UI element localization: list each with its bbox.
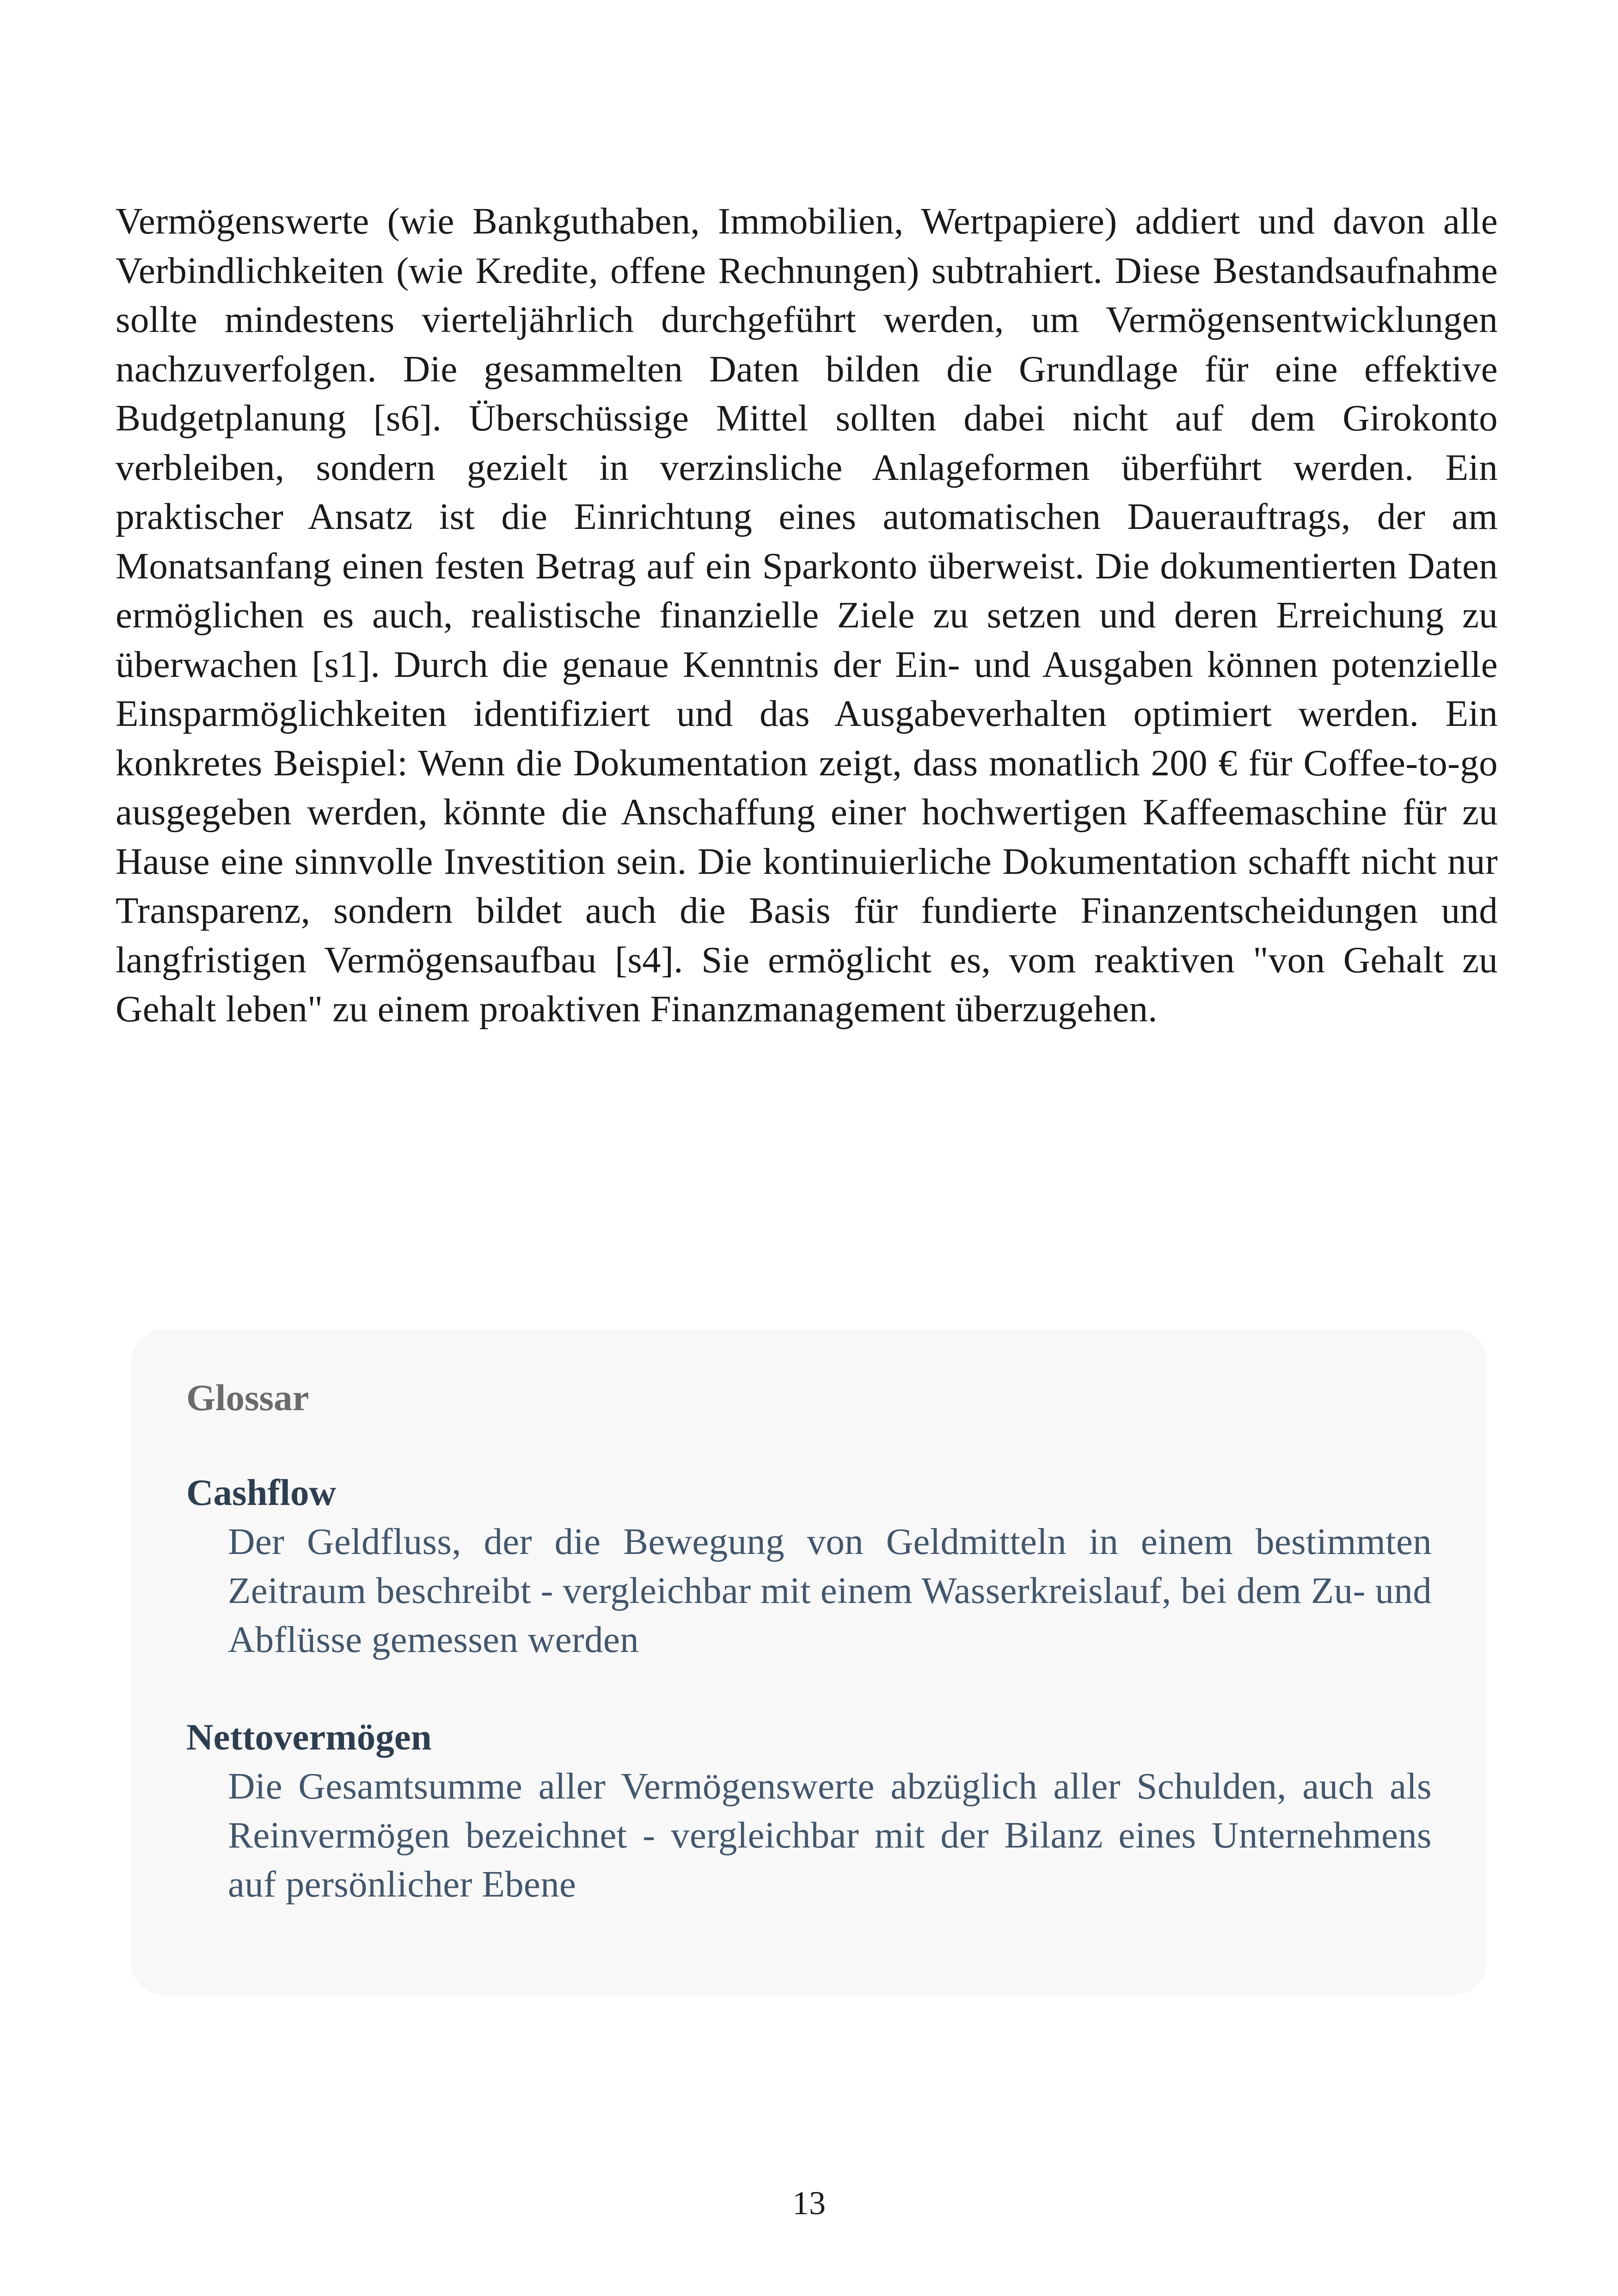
glossary-entry-cashflow	[186, 1468, 1432, 1664]
page-number: 13	[792, 2185, 826, 2222]
glossary-definition: Die Gesamtsumme aller Vermögenswerte abzüglich aller Schulden, auch als Reinvermögen bezeichnet - vergleichbar mit der Bilanz eines Unternehmens auf persönlicher Ebene	[228, 1765, 1432, 1905]
glossary-term: Nettovermögen	[186, 1716, 432, 1758]
glossary-box	[131, 1329, 1487, 1995]
body-paragraph: Vermögenswerte (wie Bankguthaben, Immobilien, Wertpapiere) addiert und davon alle Verbindlichkeiten (wie Kredite, offene Rechnungen) subtrahiert. Diese Bestandsaufnahme sollte mindestens vierteljährlich durchgeführt werden, um Vermögensentwicklungen nachzuverfolgen. Die gesammelten Daten bilden die Grundlage für eine effektive Budgetplanung [s6]. Überschüssige Mittel sollten dabei nicht auf dem Girokonto verbleiben, sondern gezielt in verzinsliche Anlageformen überführt werden. Ein praktischer Ansatz ist die Einrichtung eines automatischen Dauerauftrags, der am Monatsanfang einen festen Betrag auf ein Sparkonto überweist. Die dokumentierten Daten ermöglichen es auch, realistische finanzielle Ziele zu setzen und deren Erreichung zu überwachen [s1]. Durch die genaue Kenntnis der Ein- und Ausgaben können potenzielle Einsparmöglichkeiten identifiziert und das Ausgabeverhalten optimiert werden. Ein konkretes Beispiel: Wenn die Dokumentation zeigt, dass monatlich 200 € für Coffee-to-go ausgegeben werden, könnte die Anschaffung einer hochwertigen Kaffeemaschine für zu Hause eine sinnvolle Investition sein. Die kontinuierliche Dokumentation schafft nicht nur Transparenz, sondern bildet auch die Basis für fundierte Finanzentscheidungen und langfristigen Vermögensaufbau [s4]. Sie ermöglicht es, vom reaktiven "von Gehalt zu Gehalt leben" zu einem proaktiven Finanzmanagement überzugehen.	[116, 200, 1498, 1030]
glossary-definition: Der Geldfluss, der die Bewegung von Geldmitteln in einem bestimmten Zeitraum beschreibt - vergleichbar mit einem Wasserkreislauf, bei dem Zu- und Abflüsse gemessen werden	[228, 1521, 1432, 1660]
glossary-term: Cashflow	[186, 1472, 337, 1513]
glossary-list	[186, 1468, 1432, 1957]
glossary-entry-nettovermoegen	[186, 1713, 1432, 1909]
glossary-title: Glossar	[186, 1377, 309, 1418]
